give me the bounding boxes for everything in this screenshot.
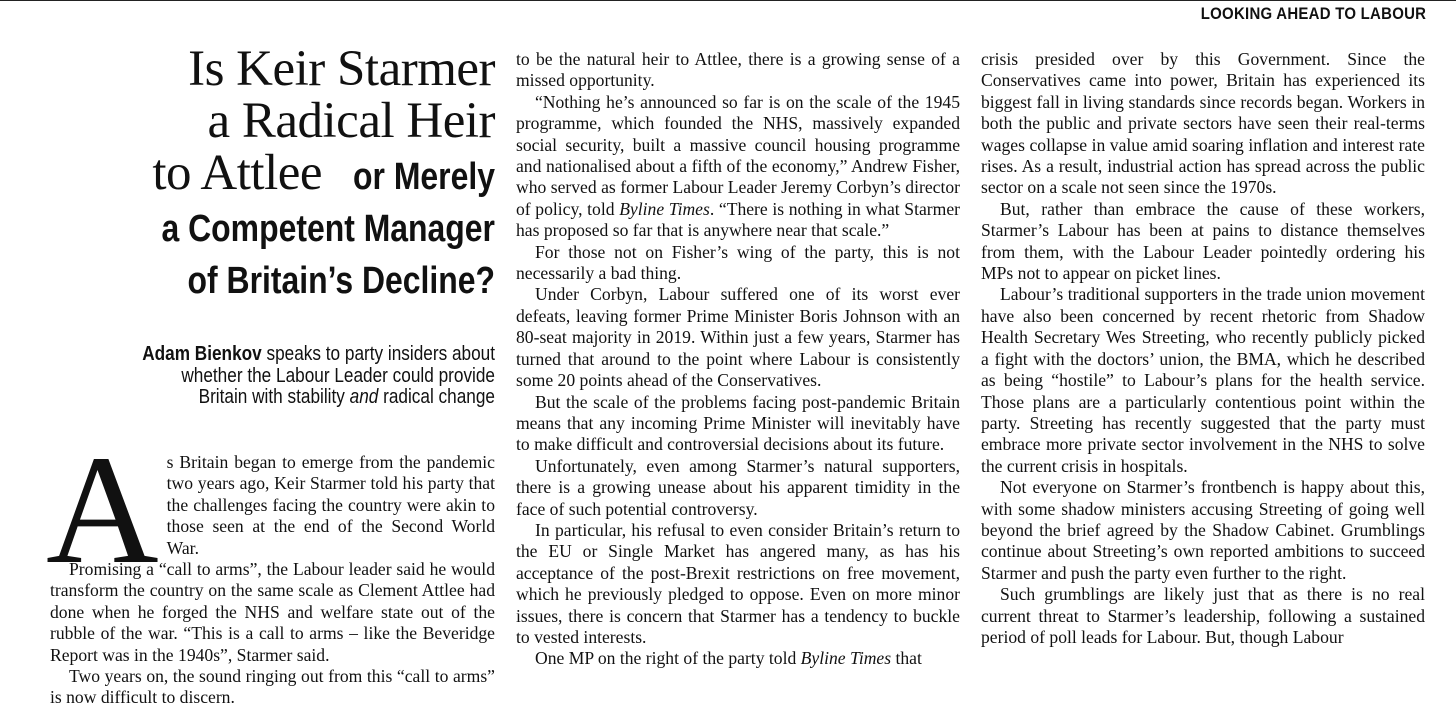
paragraph: In particular, his refusal to even consider Britain’s return to the EU or Single Market has angered many, as has his acceptance of the post-Brexit restrictions on free movement, which he previously pledged to oppose. Even on more minor issues, there is concern that Starmer has a tendency to buckle to vested interests. — [516, 519, 960, 647]
standfirst-line-1 — [121, 344, 495, 366]
headline-line-5 — [50, 255, 495, 307]
paragraph: s Britain began to emerge from the pandemic two years ago, Keir Starmer told his party that the challenges facing the country were akin to those seen at the end of the Second World War. — [166, 452, 495, 558]
drop-cap: A — [46, 423, 159, 596]
paragraph: crisis presided over by this Government. Since the Conservatives came into power, Britain has experienced its biggest fall in living standards since records began. Workers in both the public and private sectors have seen their real-terms wages collapse in value amid soaring inflation and interest rate rises. As a result, industrial action has spread across the public sector on a scale not seen since the 1970s. — [981, 49, 1425, 198]
author-name: Adam Bienkov — [142, 343, 262, 365]
headline-sans-part: or Merely — [353, 156, 495, 198]
standfirst-line-2: whether the Labour Leader could provide — [181, 364, 495, 387]
publication-name: Byline Times — [800, 648, 892, 669]
paragraph: For those not on Fisher’s wing of the party, this is not necessarily a bad thing. — [516, 241, 960, 284]
paragraph: Such grumblings are likely just that as there is no real current threat to Starmer’s leadership, following a sustained period of poll leads for Labour. But, though Labour — [981, 584, 1425, 647]
paragraph-text: that — [891, 648, 922, 669]
headline-line-1: Is Keir Starmer — [188, 41, 495, 97]
standfirst-line-3 — [121, 387, 495, 409]
headline-serif-part: to Attlee — [152, 145, 323, 201]
paragraph: But, rather than embrace the cause of these workers, Starmer’s Labour has been at pains to distance themselves from them, with the Labour Leader pointedly ordering his MPs not to appear on picket lines. — [981, 198, 1425, 284]
headline-sans-line-4: a Competent Manager — [161, 208, 495, 250]
paragraph — [516, 92, 960, 242]
paragraph: Promising a “call to arms”, the Labour leader said he would transform the country on the same scale as Clement Attlee had done when he forged the NHS and welfare state out of the rubble of the war. “This is a call to arms – like the Beveridge Report was in the 1940s”, Starmer said. — [50, 559, 495, 665]
standfirst — [60, 344, 495, 409]
publication-name: Byline Times — [619, 198, 710, 219]
paragraph: Two years on, the sound ringing out from this “call to arms” is now difficult to discern. — [50, 666, 495, 708]
article-column-1 — [46, 423, 495, 709]
paragraph: to be the natural heir to Attlee, there is a growing sense of a missed opportunity. — [516, 49, 960, 91]
paragraph-text: “Nothing he’s announced so far is on the scale of the 1945 programme, which founded the NHS, massively expanded social security, built a massive council housing programme and nationalised about a fifth of the economy,” Andrew Fisher, who served as former Labour Leader Jeremy Corbyn’s director of policy, told — [516, 91, 960, 219]
standfirst-line-3-b: radical change — [378, 386, 495, 408]
standfirst-emphasis: and — [349, 386, 379, 408]
paragraph: Labour’s traditional supporters in the trade union movement have also been concerned by recent rhetoric from Shadow Health Secretary Wes Streeting, who recently publicly picked a fight with the doctors’ union, the BMA, which he described as being “hostile” to Labour’s plans for the health service. Those plans are a particularly contentious point within the party. Streeting has recently suggested that the party must embrace more private sector involvement in the NHS to solve the current crisis in hospitals. — [981, 284, 1425, 476]
headline-line-2: a Radical Heir — [207, 93, 495, 149]
section-label: LOOKING AHEAD TO LABOUR — [1200, 4, 1426, 23]
paragraph: But the scale of the problems facing post-pandemic Britain means that any incoming Prime Minister will inevitably have to make difficult and controversial decisions about its future. — [516, 391, 960, 455]
standfirst-line-1-rest: speaks to party insiders about — [261, 343, 495, 365]
headline-line-4 — [50, 203, 495, 255]
paragraph: Under Corbyn, Labour suffered one of its worst ever defeats, leaving former Prime Minister Boris Johnson with an 80-seat majority in 2019. Within just a few years, Starmer has turned that around to the point where Labour is consistently some 20 points ahead of the Conservatives. — [516, 284, 960, 391]
paragraph-text: . “There is nothing in what Starmer has proposed so far that is anywhere near that scale.” — [516, 198, 960, 241]
top-rule — [0, 0, 1456, 1]
paragraph — [516, 648, 960, 669]
headline — [50, 43, 495, 307]
paragraph-text: One MP on the right of the party told — [535, 648, 801, 669]
headline-line-3 — [50, 147, 495, 203]
paragraph: Not everyone on Starmer’s frontbench is happy about this, with some shadow ministers accusing Streeting of going well beyond the brief agreed by the Shadow Cabinet. Grumblings continue about Streeting’s own reported ambitions to succeed Starmer and push the party even further to the right. — [981, 477, 1425, 583]
article-column-3 — [981, 49, 1425, 648]
standfirst-line-3-a: Britain with stability — [198, 386, 350, 408]
article-column-2 — [516, 49, 960, 670]
headline-sans-line-5: of Britain’s Decline? — [187, 260, 495, 302]
paragraph: Unfortunately, even among Starmer’s natural supporters, there is a growing unease about his apparent timidity in the face of such potential controversy. — [516, 455, 960, 519]
